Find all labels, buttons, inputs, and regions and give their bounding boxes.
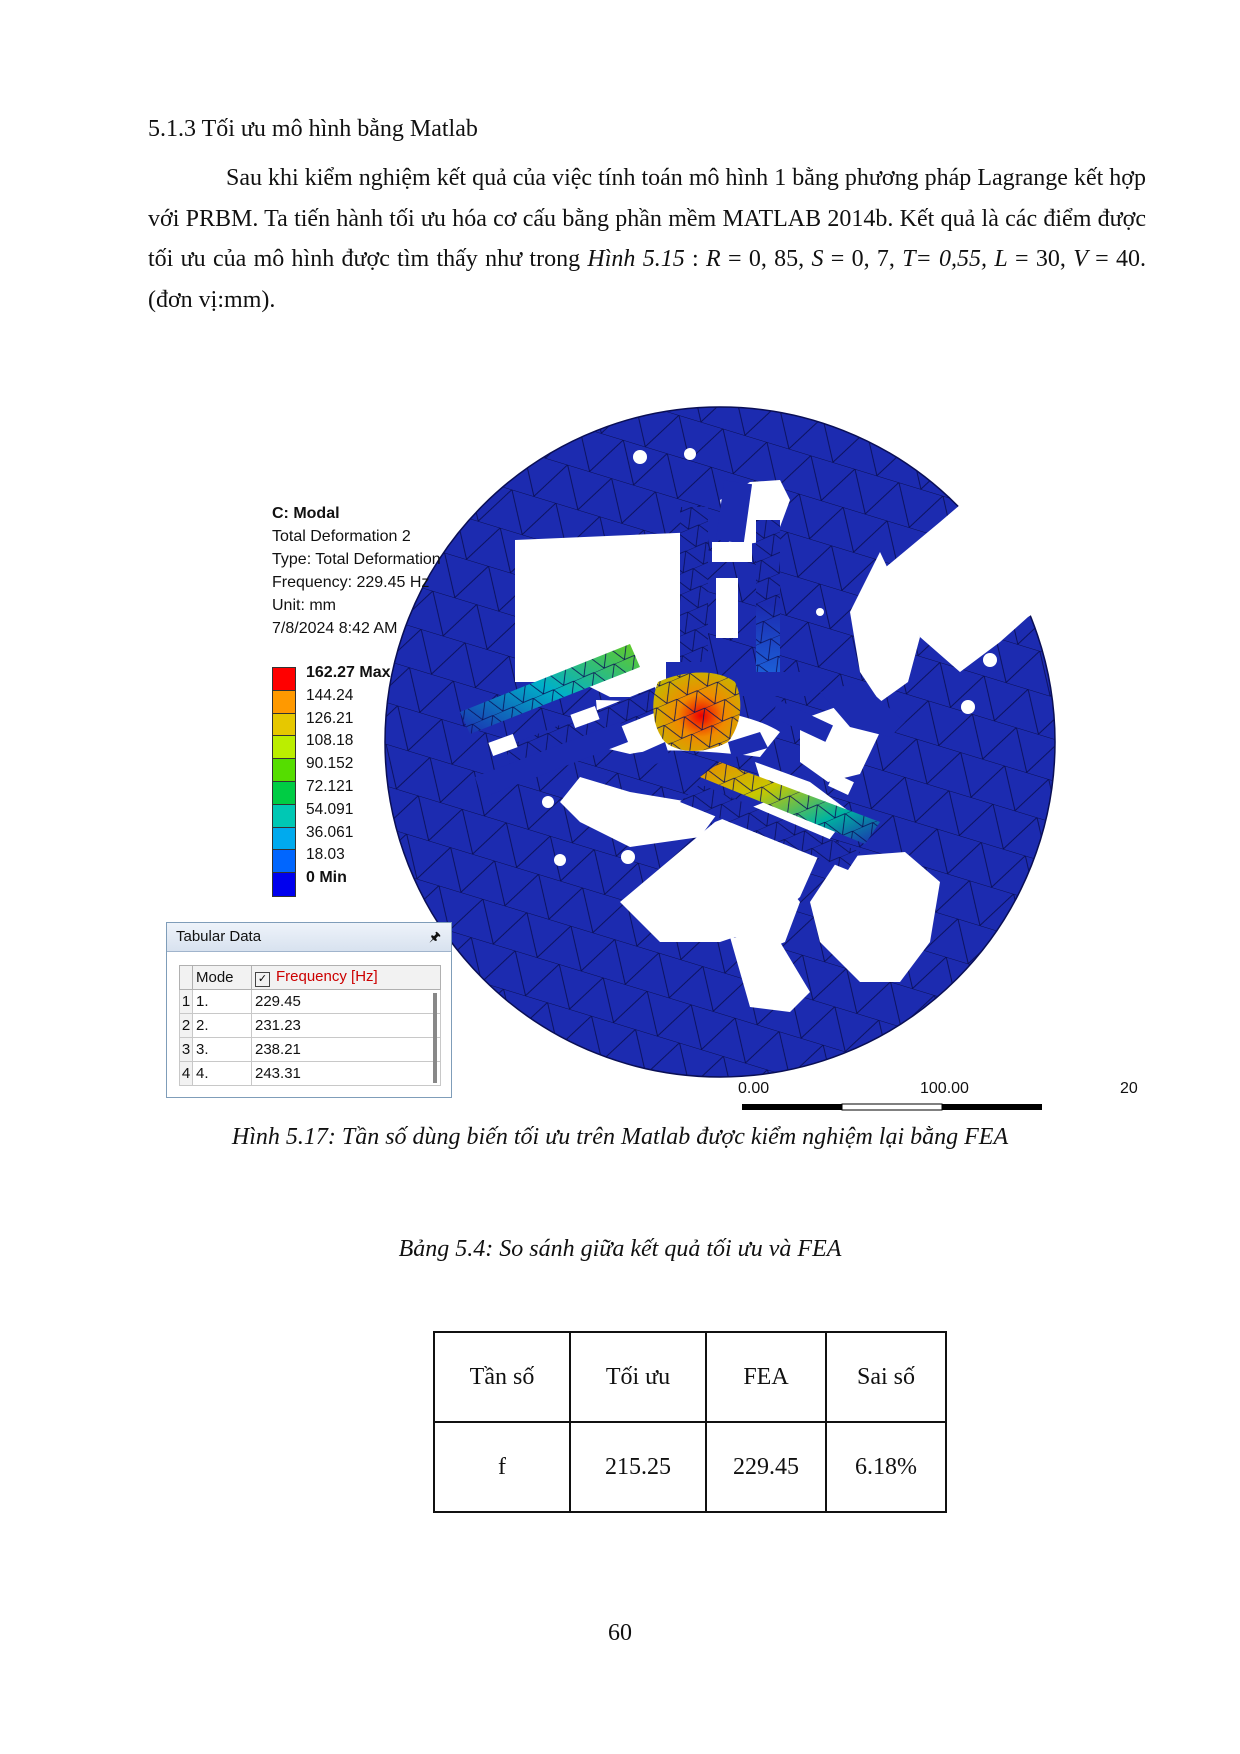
mode-cell: 4. [193, 1062, 252, 1086]
paragraph-italic-run: S [811, 246, 824, 272]
paragraph-run: = 0, 7, [823, 246, 903, 272]
table-cell: 229.45 [706, 1422, 826, 1512]
mode-cell: 2. [193, 1014, 252, 1038]
legend-label: 144.24 [306, 686, 354, 704]
result-frequency: Frequency: 229.45 Hz [272, 574, 430, 591]
table-row [434, 1422, 946, 1512]
paragraph-run: Sau khi kiểm nghiệm kết quả của việc tính toán mô hình 1 bằng phương pháp Lagrange kết hợp với PRBM. Ta tiến hành tối ưu hóa cơ cấu bằng phần mềm MATLAB 2014b. Kết quả là các điểm được tối ưu của mô hình được tìm thấy như trong [148, 165, 1146, 272]
legend-swatch [272, 781, 296, 806]
legend-label: 162.27 Max [306, 664, 391, 681]
paragraph-run: : [684, 246, 706, 272]
tabular-data-header [167, 923, 451, 952]
mode-cell: 3. [193, 1038, 252, 1062]
legend-label: 90.152 [306, 755, 354, 773]
table-row[interactable] [180, 1038, 441, 1062]
scale-tick-0: 0.00 [738, 1080, 770, 1097]
frequency-cell: 238.21 [252, 1038, 441, 1062]
scale-bar-graphic [738, 1080, 1058, 1120]
table-row[interactable] [180, 1062, 441, 1086]
legend-swatch [272, 849, 296, 874]
paragraph-italic-run: R [706, 246, 721, 272]
body-paragraph [148, 158, 1146, 320]
result-info-block [272, 502, 441, 640]
section-heading: 5.1.3 Tối ưu mô hình bằng Matlab [148, 116, 478, 142]
result-timestamp: 7/8/2024 8:42 AM [272, 620, 398, 637]
legend-label: 54.091 [306, 800, 354, 818]
tabular-data-title: Tabular Data [176, 928, 262, 945]
paragraph-run: = 30, [1007, 246, 1074, 272]
header-cell: FEA [706, 1332, 826, 1422]
frequency-cell: 243.31 [252, 1062, 441, 1086]
tabular-data-panel[interactable] [166, 922, 452, 1098]
paragraph-italic-run: T= 0,55, L [902, 246, 1008, 272]
legend-label: 126.21 [306, 709, 354, 727]
header-cell: Sai số [826, 1332, 946, 1422]
legend-swatch [272, 827, 296, 852]
legend-label: 18.03 [306, 846, 345, 864]
paragraph-run: = 0, 85, [720, 246, 812, 272]
tabular-scrollbar[interactable] [433, 993, 437, 1083]
row-index: 3 [180, 1038, 193, 1062]
row-index-header [180, 966, 193, 990]
row-index: 1 [180, 990, 193, 1014]
legend-label: 108.18 [306, 732, 354, 750]
checkbox-icon[interactable]: ✓ [255, 972, 270, 987]
legend-swatch [272, 872, 296, 897]
table-row[interactable] [180, 990, 441, 1014]
page-number: 60 [608, 1620, 632, 1646]
table-caption: Bảng 5.4: So sánh giữa kết quả tối ưu và FEA [398, 1236, 842, 1262]
table-row[interactable] [180, 1014, 441, 1038]
pin-icon[interactable]: 🖈︎ [428, 929, 441, 944]
table-header-row [434, 1332, 946, 1422]
header-cell: Tần số [434, 1332, 570, 1422]
paragraph-italic-run: V [1073, 246, 1088, 272]
legend-label: 72.121 [306, 778, 354, 795]
tabular-data-table [179, 965, 441, 1086]
result-name: Total Deformation 2 [272, 528, 411, 545]
mode-cell: 1. [193, 990, 252, 1014]
row-index: 4 [180, 1062, 193, 1086]
frequency-cell: 231.23 [252, 1014, 441, 1038]
scale-tick-2: 20 [1120, 1080, 1138, 1097]
legend-swatch [272, 667, 296, 692]
figure-caption: Hình 5.17: Tần số dùng biến tối ưu trên Matlab được kiểm nghiệm lại bằng FEA [231, 1124, 1009, 1150]
scale-tick-1: 100.00 [920, 1080, 969, 1097]
color-legend [272, 664, 432, 916]
paragraph-italic-run: Hình 5.15 [587, 246, 685, 272]
legend-label: 0 Min [306, 869, 347, 887]
row-index: 2 [180, 1014, 193, 1038]
analysis-title: C: Modal [272, 505, 340, 522]
legend-swatch [272, 758, 296, 783]
frequency-header-label: Frequency [Hz] [276, 968, 378, 985]
legend-swatch [272, 713, 296, 738]
header-cell: Tối ưu [570, 1332, 706, 1422]
mode-column-header[interactable]: Mode [193, 966, 252, 990]
legend-swatch [272, 804, 296, 829]
legend-label: 36.061 [306, 823, 354, 841]
result-type: Type: Total Deformation [272, 551, 441, 568]
comparison-table [433, 1331, 947, 1513]
tabular-header-row [180, 966, 441, 990]
table-cell: f [434, 1422, 570, 1512]
table-cell: 215.25 [570, 1422, 706, 1512]
legend-swatch [272, 735, 296, 760]
frequency-cell: 229.45 [252, 990, 441, 1014]
legend-swatch [272, 690, 296, 715]
table-cell: 6.18% [826, 1422, 946, 1512]
frequency-column-header[interactable] [252, 966, 441, 990]
paragraph-run: = 40. (đơn vị:mm). [148, 246, 1147, 313]
result-unit: Unit: mm [272, 597, 336, 614]
